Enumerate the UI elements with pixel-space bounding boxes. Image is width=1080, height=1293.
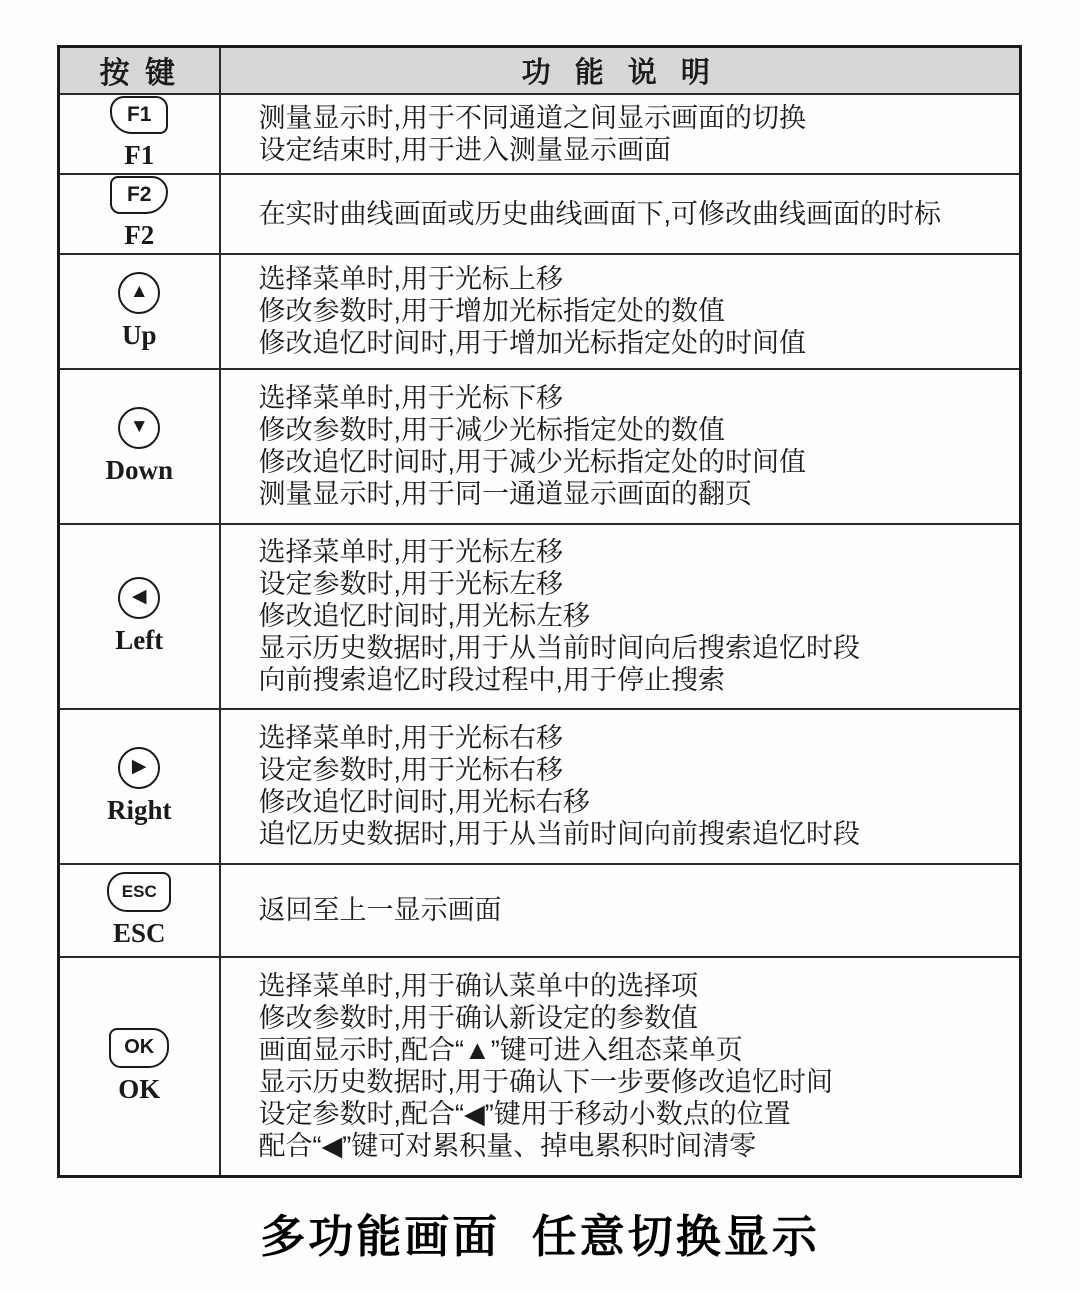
up-key-figure [118,272,160,351]
down-description-line: 修改追忆时间时,用于减少光标指定处的时间值 [258,447,807,477]
up-triangle-glyph: ▲ [129,281,149,302]
up-description-cell [220,254,1021,369]
left-key-label: Left [115,624,164,655]
esc-key-cell [59,864,220,957]
left-key-figure [115,577,163,656]
down-arrow-key-icon [118,407,160,449]
f2-key-cell [59,174,220,254]
right-description-line: 修改追忆时间时,用光标右移 [258,787,591,817]
left-description-line: 选择菜单时,用于光标左移 [258,537,564,567]
up-description-line: 修改追忆时间时,用于增加光标指定处的时间值 [258,328,807,358]
page-footer-title: 多功能画面 任意切换显示 [260,1211,820,1262]
ok-key-icon: OK [109,1028,169,1068]
left-triangle-glyph: ◀ [131,586,147,607]
f1-description-cell [220,94,1021,174]
esc-description-cell [220,864,1021,957]
right-description-line: 追忆历史数据时,用于从当前时间向前搜索追忆时段 [258,819,861,849]
down-description-line: 修改参数时,用于减少光标指定处的数值 [258,415,726,445]
f2-description-cell [220,174,1021,254]
esc-key-figure [107,872,171,949]
f1-key-label: F1 [124,140,155,170]
left-arrow-key-icon [118,577,160,619]
down-description-line: 选择菜单时,用于光标下移 [258,383,564,413]
right-description-cell [220,709,1021,864]
up-key-cell [59,254,220,369]
header-key-column: 按 键 [59,47,220,94]
f1-description-line: 测量显示时,用于不同通道之间显示画面的切换 [258,102,807,133]
up-description-line: 修改参数时,用于增加光标指定处的数值 [258,296,726,326]
right-description-line: 设定参数时,用于光标右移 [258,755,564,785]
esc-key-icon: ESC [107,872,171,912]
f1-key-cell [59,94,220,174]
f2-description-line: 在实时曲线画面或历史曲线画面下,可修改曲线画面的时标 [258,198,942,229]
left-description-line: 显示历史数据时,用于从当前时间向后搜索追忆时段 [258,633,861,663]
left-description-cell [220,524,1021,709]
down-triangle-glyph: ▼ [129,416,149,437]
up-arrow-key-icon [118,272,160,314]
table-row-up [59,254,1021,369]
table-row-esc [59,864,1021,957]
right-key-label: Right [106,794,172,825]
right-triangle-glyph: ▶ [131,756,147,777]
f2-key-label: F2 [124,220,155,250]
esc-key-label: ESC [112,917,166,948]
down-description-line: 测量显示时,用于同一通道显示画面的翻页 [258,479,753,509]
ok-description-line: 修改参数时,用于确认新设定的参数值 [258,1003,699,1034]
ok-description-line: 设定参数时,配合“◀”键用于移动小数点的位置 [258,1099,791,1130]
header-desc-column: 功 能 说 明 [220,47,1021,94]
key-function-table [57,45,1022,1178]
f2-key-icon: F2 [110,176,168,214]
ok-key-label: OK [118,1073,161,1104]
table-row-down [59,369,1021,524]
ok-key-cell [59,957,220,1177]
right-key-figure [107,747,172,826]
f2-key-figure [110,176,168,251]
right-description-line: 选择菜单时,用于光标右移 [258,723,564,753]
f1-description-line: 设定结束时,用于进入测量显示画面 [258,134,672,165]
down-key-cell [59,369,220,524]
left-description-line: 向前搜索追忆时段过程中,用于停止搜索 [258,665,726,695]
ok-description-cell [220,957,1021,1177]
down-key-label: Down [105,454,173,485]
ok-description-line: 显示历史数据时,用于确认下一步要修改追忆时间 [258,1067,834,1098]
left-key-cell [59,524,220,709]
table-row-left [59,524,1021,709]
esc-description-line: 返回至上一显示画面 [258,895,502,925]
table-row-f1 [59,94,1021,174]
table-row-right [59,709,1021,864]
down-key-figure [105,407,173,486]
left-description-line: 设定参数时,用于光标左移 [258,569,564,599]
up-key-label: Up [121,319,157,350]
right-key-cell [59,709,220,864]
ok-key-figure [109,1028,169,1105]
f1-key-figure [110,96,168,171]
f1-key-icon: F1 [110,96,168,134]
table-header-row [59,47,1021,94]
table-row-f2 [59,174,1021,254]
ok-description-line: 选择菜单时,用于确认菜单中的选择项 [258,971,699,1002]
right-arrow-key-icon [118,747,160,789]
table-row-ok [59,957,1021,1177]
up-description-line: 选择菜单时,用于光标上移 [258,264,564,294]
down-description-cell [220,369,1021,524]
left-description-line: 修改追忆时间时,用光标左移 [258,601,591,631]
ok-description-line: 配合“◀”键可对累积量、掉电累积时间清零 [258,1131,757,1162]
ok-description-line: 画面显示时,配合“▲”键可进入组态菜单页 [258,1035,743,1066]
